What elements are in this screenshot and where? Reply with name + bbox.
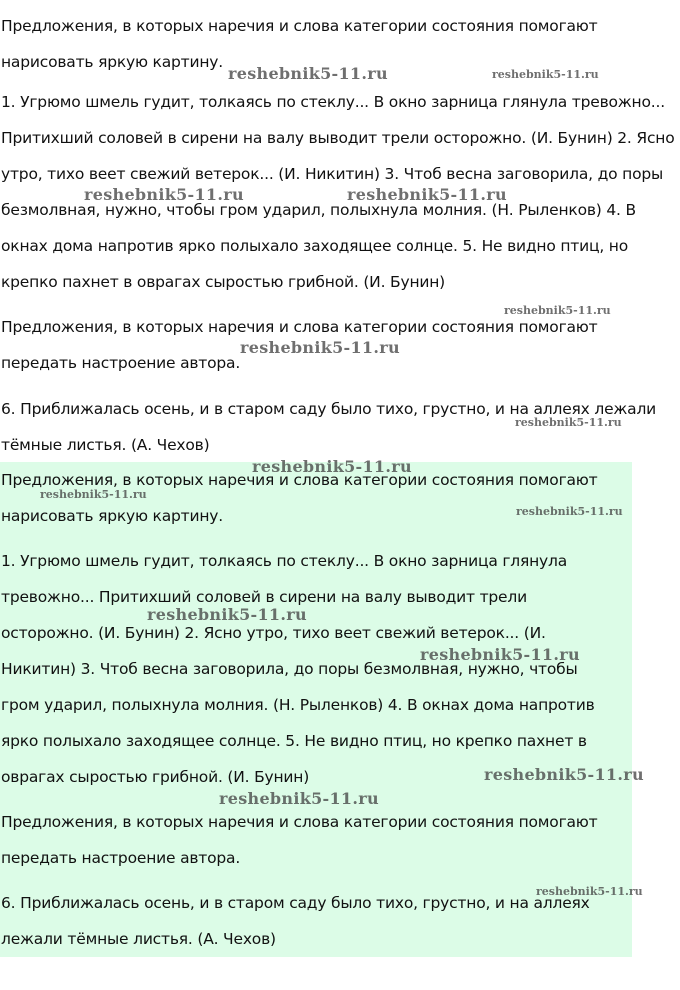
heading-mood-sentences: Предложения, в которых наречия и слова категории состояния помогают передать настроение автора. xyxy=(1,813,598,867)
watermark: reshebnik5-11.ru xyxy=(347,185,507,204)
examples-mood-sentences: 6. Приближалась осень, и в старом саду было тихо, грустно, и на аллеях лежали тёмные листья. (А. Чехов) xyxy=(1,894,590,948)
watermark: reshebnik5-11.ru xyxy=(515,416,622,429)
watermark: reshebnik5-11.ru xyxy=(252,457,412,476)
watermark: reshebnik5-11.ru xyxy=(228,64,388,83)
examples-picture-sentences: 1. Угрюмо шмель гудит, толкаясь по стеклу... В окно зарница глянула тревожно... Притихший соловей в сирени на валу выводит трели осторожно. (И. Бунин) 2. Ясно утро, тихо веет свежий ветерок... (И. Никитин) 3. Чтоб весна заговорила, до поры безмолвная, нужно, чтобы гром ударил, полыхнула молния. (Н. Рыленков) 4. В окнах дома напротив ярко полыхало заходящее солнце. 5. Не видно птиц, но крепко пахнет в оврагах сыростью грибной. (И. Бунин) xyxy=(1,552,595,786)
examples-mood-sentences: 6. Приближалась осень, и в старом саду было тихо, грустно, и на аллеях лежали тёмные листья. (А. Чехов) xyxy=(1,400,657,454)
watermark: reshebnik5-11.ru xyxy=(147,605,307,624)
watermark: reshebnik5-11.ru xyxy=(516,505,623,518)
heading-picture-sentences: Предложения, в которых наречия и слова категории состояния помогают нарисовать яркую картину. xyxy=(1,17,598,71)
watermark: reshebnik5-11.ru xyxy=(219,789,379,808)
watermark: reshebnik5-11.ru xyxy=(84,185,244,204)
watermark: reshebnik5-11.ru xyxy=(420,645,580,664)
watermark: reshebnik5-11.ru xyxy=(40,488,147,501)
heading-picture-sentences: Предложения, в которых наречия и слова категории состояния помогают нарисовать яркую картину. xyxy=(1,471,598,525)
examples-picture-sentences: 1. Угрюмо шмель гудит, толкаясь по стеклу... В окно зарница глянула тревожно... Притихший соловей в сирени на валу выводит трели осторожно. (И. Бунин) 2. Ясно утро, тихо веет свежий ветерок... (И. Никитин) 3. Чтоб весна заговорила, до поры безмолвная, нужно, чтобы гром ударил, полыхнула молния. (Н. Рыленков) 4. В окнах дома напротив ярко полыхало заходящее солнце. 5. Не видно птиц, но крепко пахнет в оврагах сыростью грибной. (И. Бунин) xyxy=(1,93,675,291)
highlighted-answer-box xyxy=(0,462,632,957)
watermark: reshebnik5-11.ru xyxy=(492,68,599,81)
heading-mood-sentences: Предложения, в которых наречия и слова категории состояния помогают передать настроение автора. xyxy=(1,318,598,372)
watermark: reshebnik5-11.ru xyxy=(536,885,643,898)
watermark: reshebnik5-11.ru xyxy=(504,304,611,317)
watermark: reshebnik5-11.ru xyxy=(484,765,644,784)
watermark: reshebnik5-11.ru xyxy=(240,338,400,357)
